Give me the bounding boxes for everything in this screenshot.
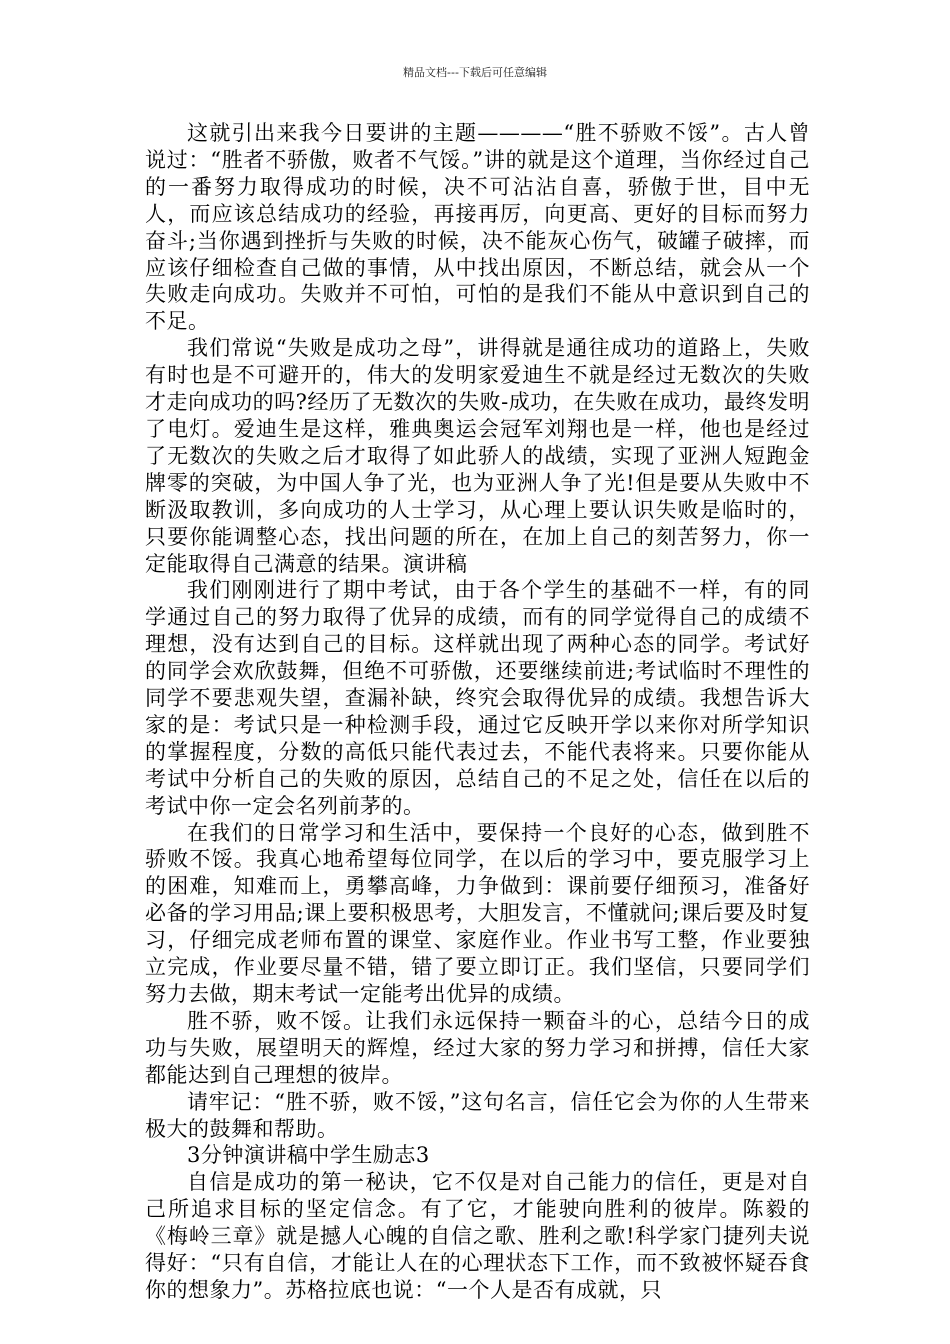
paragraph-5: 胜不骄，败不馁。让我们永远保持一颗奋斗的心，总结今日的成功与失败，展望明天的辉煌，经过大家的努力学习和拼搏，信任大家都能达到自己理想的彼岸。 [145, 1008, 810, 1087]
document-body [145, 120, 810, 1304]
paragraph-1: 这就引出来我今日要讲的主题————“胜不骄败不馁”。古人曾说过：“胜者不骄傲，败者不气馁。”讲的就是这个道理，当你经过自己的一番努力取得成功的时候，决不可沾沾自喜，骄傲于世，目中无人，而应该总结成功的经验，再接再厉，向更高、更好的目标而努力奋斗;当你遇到挫折与失败的时候，决不能灰心伤气，破罐子破摔，而应该仔细检查自己做的事情，从中找出原因，不断总结，就会从一个失败走向成功。失败并不可怕，可怕的是我们不能从中意识到自己的不足。 [145, 121, 810, 334]
paragraph-6: 请牢记：“胜不骄，败不馁，”这句名言，信任它会为你的人生带来极大的鼓舞和帮助。 [145, 1089, 810, 1141]
paragraph-2: 我们常说“失败是成功之母”，讲得就是通往成功的道路上，失败有时也是不可避开的，伟大的发明家爱迪生不就是经过无数次的失败才走向成功的吗?经历了无数次的失败-成功，在失败在成功，最终发明了电灯。爱迪生是这样，雅典奥运会冠军刘翔也是一样，他也是经过了无数次的失败之后才取得了如此骄人的战绩，实现了亚洲人短跑金牌零的突破，为中国人争了光，也为亚洲人争了光!但是要从失败中不断汲取教训，多向成功的人士学习，从心理上要认识失败是临时的，只要你能调整心态，找出问题的所在，在加上自己的刻苦努力，你一定能取得自己满意的结果。演讲稿 [145, 336, 810, 576]
paragraph-7: 自信是成功的第一秘诀，它不仅是对自己能力的信任，更是对自己所追求目标的坚定信念。有了它，才能驶向胜利的彼岸。陈毅的《梅岭三章》就是撼人心魄的自信之歌、胜利之歌!科学家门捷列夫说得好：“只有自信，才能让人在的心理状态下工作，而不致被怀疑吞食你的想象力”。苏格拉底也说：“一个人是否有成就，只 [145, 1170, 810, 1302]
paragraph-4: 在我们的日常学习和生活中，要保持一个良好的心态，做到胜不骄败不馁。我真心地希望每位同学，在以后的学习中，要克服学习上的困难，知难而上，勇攀高峰，力争做到：课前要仔细预习，准备好必备的学习用品;课上要积极思考，大胆发言，不懂就问;课后要及时复习，仔细完成老师布置的课堂、家庭作业。作业书写工整，作业要独立完成，作业要尽量不错，错了要立即订正。我们坚信，只要同学们努力去做，期末考试一定能考出优异的成绩。 [145, 820, 810, 1006]
section-heading: 3分钟演讲稿中学生励志3 [187, 1143, 430, 1168]
paragraph-3: 我们刚刚进行了期中考试，由于各个学生的基础不一样，有的同学通过自己的努力取得了优异的成绩，而有的同学觉得自己的成绩不理想，没有达到自己的目标。这样就出现了两种心态的同学。考试好的同学会欢欣鼓舞，但绝不可骄傲，还要继续前进;考试临时不理性的同学不要悲观失望，查漏补缺，终究会取得优异的成绩。我想告诉大家的是：考试只是一种检测手段，通过它反映开学以来你对所学知识的掌握程度，分数的高低只能代表过去，不能代表将来。只要你能从考试中分析自己的失败的原因，总结自己的不足之处，信任在以后的考试中你一定会名列前茅的。 [145, 578, 810, 818]
page-header: 精品文档---下载后可任意编辑 [403, 66, 547, 79]
